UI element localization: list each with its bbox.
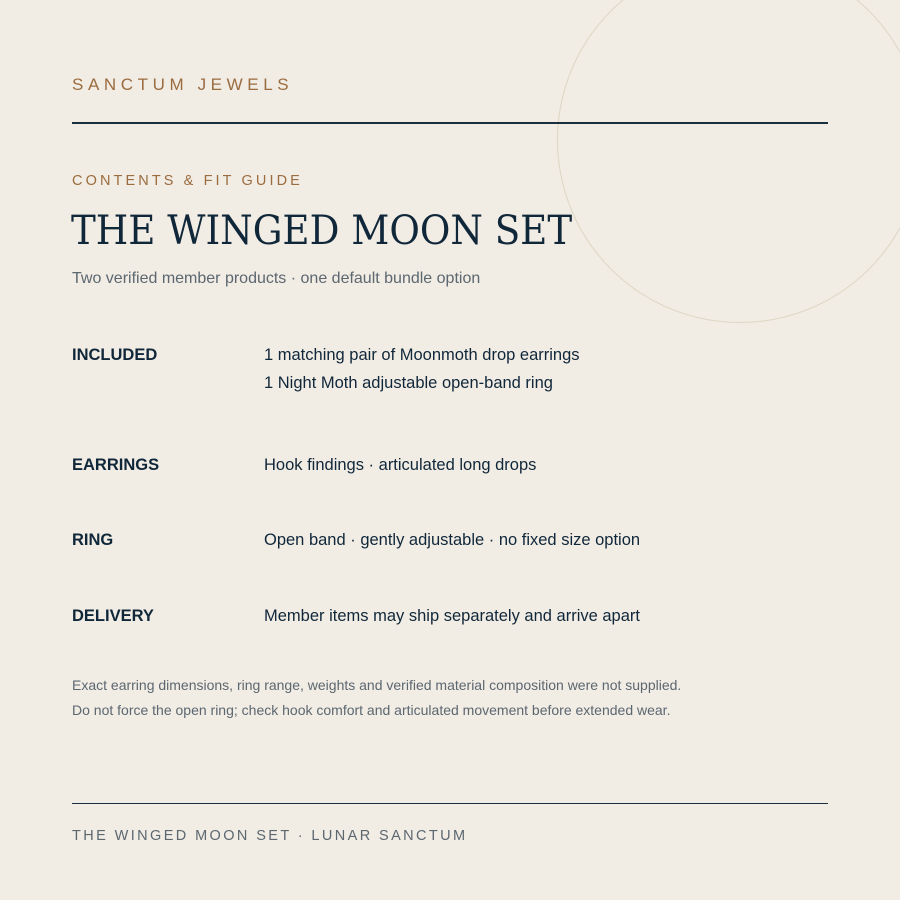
- spec-label-delivery: DELIVERY: [72, 607, 154, 625]
- spec-label-earrings: EARRINGS: [72, 456, 160, 474]
- header-divider: [72, 122, 828, 124]
- spec-value-earrings-pair: 1 matching pair of Moonmoth drop earrings: [264, 346, 580, 364]
- spec-label-included: INCLUDED: [72, 346, 158, 364]
- spec-value-ring: Open band · gently adjustable · no fixed size option: [264, 531, 641, 549]
- spec-value-delivery: Member items may ship separately and arrive apart: [264, 607, 640, 625]
- spec-value-earrings: Hook findings · articulated long drops: [264, 456, 537, 474]
- footer-text: THE WINGED MOON SET · LUNAR SANCTUM: [72, 828, 468, 844]
- page-subtitle: Two verified member products · one default bundle option: [72, 270, 481, 287]
- note-missing-info: Exact earring dimensions, ring range, weights and verified material composition were not supplied.: [72, 677, 682, 693]
- decorative-circle: [557, 0, 900, 323]
- footer-divider: [72, 803, 828, 804]
- page-title: THE WINGED MOON SET: [71, 208, 573, 254]
- spec-label-ring: RING: [72, 531, 114, 549]
- section-eyebrow: CONTENTS & FIT GUIDE: [72, 173, 303, 189]
- note-care-advice: Do not force the open ring; check hook comfort and articulated movement before extended wear.: [72, 702, 671, 718]
- spec-value-ring-item: 1 Night Moth adjustable open-band ring: [264, 374, 553, 392]
- brand-name: SANCTUM JEWELS: [72, 75, 294, 94]
